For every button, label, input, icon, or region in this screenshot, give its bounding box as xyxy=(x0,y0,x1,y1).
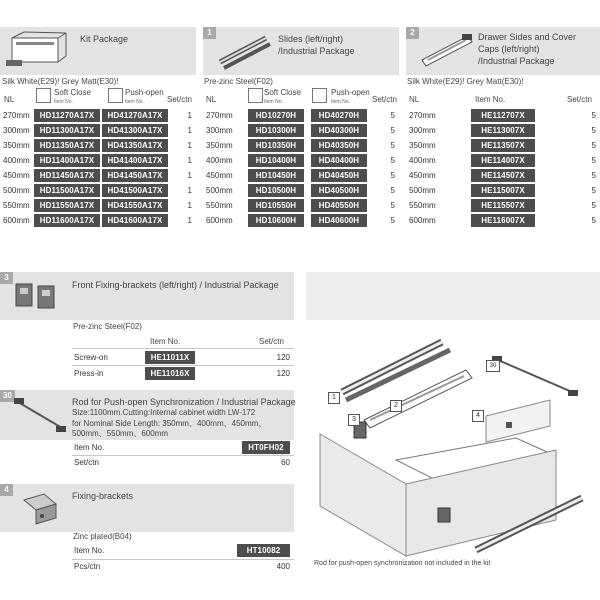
table-row xyxy=(0,108,196,123)
slides-push-item: HD40300H xyxy=(311,124,367,137)
sides-nl: 500mm xyxy=(409,186,436,195)
table-row xyxy=(0,183,196,198)
rod-title-line4: 500mm、550mm、600mm xyxy=(72,429,169,438)
sides-col-setctn: Set/ctn xyxy=(567,95,592,104)
kit-push-item: HD41450A17X xyxy=(102,169,168,182)
front-col-setctn: Set/ctn xyxy=(259,337,284,346)
sides-item: HE114507X xyxy=(471,169,535,182)
slides-push-item: HD40550H xyxy=(311,199,367,212)
slides-nl: 500mm xyxy=(206,186,233,195)
kit-nl: 270mm xyxy=(3,111,30,120)
slides-nl: 450mm xyxy=(206,171,233,180)
slides-qty: 5 xyxy=(390,126,395,135)
front-item: HE11011X xyxy=(145,351,195,364)
callout-30: 30 xyxy=(486,360,500,372)
slides-qty: 5 xyxy=(390,201,395,210)
sides-nl: 550mm xyxy=(409,201,436,210)
slides-qty: 5 xyxy=(390,216,395,225)
drawer-sides-illustration xyxy=(420,32,476,70)
fix-pcs-row xyxy=(72,559,294,574)
slides-nl: 270mm xyxy=(206,111,233,120)
sides-qty: 5 xyxy=(591,111,596,120)
table-row xyxy=(406,213,600,228)
table-row xyxy=(72,350,294,365)
fix-pcs-label: Pcs/ctn xyxy=(74,562,101,571)
push-open-icon xyxy=(108,88,123,103)
kit-col-setctn: Set/ctn xyxy=(167,95,192,104)
slides-nl: 350mm xyxy=(206,141,233,150)
slides-nl: 600mm xyxy=(206,216,233,225)
sides-qty: 5 xyxy=(591,216,596,225)
table-row xyxy=(203,183,399,198)
fix-item-label: Item No. xyxy=(74,546,105,555)
divider xyxy=(72,348,294,349)
table-row xyxy=(203,153,399,168)
rod-badge: 30 xyxy=(0,390,15,402)
rod-item: HT0FH02 xyxy=(242,441,290,454)
kit-qty: 1 xyxy=(187,201,192,210)
sides-badge: 2 xyxy=(406,27,419,39)
slides-soft-item: HD10300H xyxy=(248,124,304,137)
slides-col-soft: Soft Close xyxy=(264,88,301,97)
front-qty: 120 xyxy=(276,369,290,378)
slides-push-item: HD40500H xyxy=(311,184,367,197)
front-title: Front Fixing-brackets (left/right) / Industrial Package xyxy=(72,280,279,290)
slides-qty: 5 xyxy=(390,141,395,150)
exploded-drawer-illustration xyxy=(306,330,600,584)
kit-push-item: HD41500A17X xyxy=(102,184,168,197)
sides-item: HE112707X xyxy=(471,109,535,122)
slides-col-setctn: Set/ctn xyxy=(372,95,397,104)
callout-2: 2 xyxy=(390,400,402,412)
sides-nl: 600mm xyxy=(409,216,436,225)
kit-qty: 1 xyxy=(187,141,192,150)
kit-soft-item: HD11400A17X xyxy=(34,154,100,167)
sides-qty: 5 xyxy=(591,141,596,150)
rod-title-line1: Rod for Push-open Synchronization / Industrial Package xyxy=(72,397,296,407)
rod-set-label: Set/ctn xyxy=(74,458,99,467)
rod-title-line2: Size:1100mm.Cutting:Internal cabinet width LW-172 xyxy=(72,408,256,417)
sides-col-nl: NL xyxy=(409,95,420,104)
slides-push-item: HD40400H xyxy=(311,154,367,167)
slides-soft-item: HD10350H xyxy=(248,139,304,152)
kit-col-nl: NL xyxy=(4,95,15,104)
sides-nl: 270mm xyxy=(409,111,436,120)
fix-item: HT10082 xyxy=(237,544,290,557)
soft-close-icon xyxy=(248,88,263,103)
table-row xyxy=(0,198,196,213)
sides-item: HE115507X xyxy=(471,199,535,212)
sides-title-line2: Caps (left/right) xyxy=(478,44,540,54)
table-row xyxy=(0,138,196,153)
kit-col-push-itemno: Item No. xyxy=(125,99,144,105)
table-row xyxy=(203,138,399,153)
callout-4: 4 xyxy=(472,410,484,422)
slides-nl: 400mm xyxy=(206,156,233,165)
kit-soft-item: HD11270A17X xyxy=(34,109,100,122)
front-brackets-illustration xyxy=(14,280,60,314)
kit-title: Kit Package xyxy=(80,34,129,44)
kit-push-item: HD41350A17X xyxy=(102,139,168,152)
table-row xyxy=(406,108,600,123)
slides-push-item: HD40600H xyxy=(311,214,367,227)
sides-col-item: Item No. xyxy=(475,95,506,104)
slides-qty: 5 xyxy=(390,171,395,180)
kit-nl: 350mm xyxy=(3,141,30,150)
front-label: Press-in xyxy=(74,369,104,378)
kit-soft-item: HD11600A17X xyxy=(34,214,100,227)
kit-col-soft: Soft Close xyxy=(54,88,91,97)
slides-illustration xyxy=(218,32,272,70)
table-row xyxy=(406,198,600,213)
kit-qty: 1 xyxy=(187,216,192,225)
front-item: HE11016X xyxy=(145,367,195,380)
fix-variant: Zinc plated(B04) xyxy=(73,532,132,541)
slides-soft-item: HD10550H xyxy=(248,199,304,212)
front-badge: 3 xyxy=(0,272,13,284)
kit-qty: 1 xyxy=(187,186,192,195)
rod-title-line3: for Nominal Side Length: 350mm、400mm、450mm、 xyxy=(72,419,267,428)
slides-badge: 1 xyxy=(203,27,216,39)
slides-push-item: HD40350H xyxy=(311,139,367,152)
slides-col-push-itemno: Item No. xyxy=(331,99,350,105)
slides-qty: 5 xyxy=(390,186,395,195)
table-row xyxy=(0,153,196,168)
kit-push-item: HD41300A17X xyxy=(102,124,168,137)
rod-set: 60 xyxy=(281,458,290,467)
rod-illustration xyxy=(14,398,66,434)
table-row xyxy=(72,366,294,381)
fixing-bracket-illustration xyxy=(20,492,60,526)
kit-nl: 450mm xyxy=(3,171,30,180)
sides-item: HE116007X xyxy=(471,214,535,227)
push-open-icon xyxy=(312,88,327,103)
rod-set-row xyxy=(72,455,294,470)
kit-soft-item: HD11500A17X xyxy=(34,184,100,197)
fix-item-row xyxy=(72,543,294,558)
kit-variant: Silk White(E29)! Grey Matt(E30)! xyxy=(2,77,119,86)
callout-1: 1 xyxy=(328,392,340,404)
slides-soft-item: HD10500H xyxy=(248,184,304,197)
fix-title: Fixing-brackets xyxy=(72,491,134,501)
diagram-caption: Rod for push-open synchronization not included in the kit xyxy=(314,560,491,567)
sides-item: HE113007X xyxy=(471,124,535,137)
kit-push-item: HD41400A17X xyxy=(102,154,168,167)
soft-close-icon xyxy=(36,88,51,103)
kit-push-item: HD41600A17X xyxy=(102,214,168,227)
sides-qty: 5 xyxy=(591,156,596,165)
slides-col-push: Push-open xyxy=(331,88,370,97)
slides-variant: Pre-zinc Steel(F02) xyxy=(204,77,273,86)
front-col-item: Item No. xyxy=(150,337,181,346)
kit-qty: 1 xyxy=(187,156,192,165)
kit-nl: 600mm xyxy=(3,216,30,225)
fix-badge: 4 xyxy=(0,484,13,496)
slides-col-soft-itemno: Item No. xyxy=(264,99,283,105)
kit-qty: 1 xyxy=(187,111,192,120)
kit-nl: 550mm xyxy=(3,201,30,210)
table-row xyxy=(406,123,600,138)
table-row xyxy=(203,123,399,138)
kit-col-soft-itemno: Item No. xyxy=(54,99,73,105)
table-row xyxy=(406,168,600,183)
sides-nl: 300mm xyxy=(409,126,436,135)
sides-variant: Silk White(E29)! Grey Matt(E30)! xyxy=(407,77,524,86)
kit-soft-item: HD11350A17X xyxy=(34,139,100,152)
sides-qty: 5 xyxy=(591,171,596,180)
sides-qty: 5 xyxy=(591,186,596,195)
fix-pcs: 400 xyxy=(276,562,290,571)
slides-soft-item: HD10600H xyxy=(248,214,304,227)
table-row xyxy=(406,183,600,198)
kit-col-push: Push-open xyxy=(125,88,164,97)
sides-qty: 5 xyxy=(591,201,596,210)
kit-push-item: HD41270A17X xyxy=(102,109,168,122)
table-row xyxy=(406,153,600,168)
table-row xyxy=(0,123,196,138)
kit-nl: 400mm xyxy=(3,156,30,165)
table-row xyxy=(203,168,399,183)
rod-item-row xyxy=(72,440,294,455)
kit-nl: 500mm xyxy=(3,186,30,195)
table-row xyxy=(203,108,399,123)
callout-3: 3 xyxy=(348,414,360,426)
sides-nl: 350mm xyxy=(409,141,436,150)
sides-qty: 5 xyxy=(591,126,596,135)
kit-push-item: HD41550A17X xyxy=(102,199,168,212)
slides-push-item: HD40270H xyxy=(311,109,367,122)
slides-nl: 300mm xyxy=(206,126,233,135)
table-row xyxy=(406,138,600,153)
slides-push-item: HD40450H xyxy=(311,169,367,182)
diagram-top-band xyxy=(306,272,600,320)
slides-col-nl: NL xyxy=(206,95,217,104)
sides-item: HE113507X xyxy=(471,139,535,152)
table-row xyxy=(0,168,196,183)
slides-title-line2: /Industrial Package xyxy=(278,46,355,56)
sides-nl: 400mm xyxy=(409,156,436,165)
front-variant: Pre-zinc Steel(F02) xyxy=(73,322,142,331)
front-qty: 120 xyxy=(276,353,290,362)
sides-nl: 450mm xyxy=(409,171,436,180)
kit-package-illustration xyxy=(4,30,70,70)
kit-soft-item: HD11550A17X xyxy=(34,199,100,212)
slides-soft-item: HD10450H xyxy=(248,169,304,182)
sides-item: HE115007X xyxy=(471,184,535,197)
slides-qty: 5 xyxy=(390,111,395,120)
slides-qty: 5 xyxy=(390,156,395,165)
table-row xyxy=(0,213,196,228)
front-label: Screw-on xyxy=(74,353,108,362)
sides-title-line1: Drawer Sides and Cover xyxy=(478,32,577,42)
table-row xyxy=(203,198,399,213)
slides-nl: 550mm xyxy=(206,201,233,210)
slides-soft-item: HD10270H xyxy=(248,109,304,122)
slides-soft-item: HD10400H xyxy=(248,154,304,167)
kit-soft-item: HD11450A17X xyxy=(34,169,100,182)
rod-item-label: Item No. xyxy=(74,443,105,452)
kit-qty: 1 xyxy=(187,126,192,135)
kit-soft-item: HD11300A17X xyxy=(34,124,100,137)
kit-nl: 300mm xyxy=(3,126,30,135)
sides-title-line3: /Industrial Package xyxy=(478,56,555,66)
kit-qty: 1 xyxy=(187,171,192,180)
sides-item: HE114007X xyxy=(471,154,535,167)
slides-title-line1: Slides (left/right) xyxy=(278,34,344,44)
assembly-diagram xyxy=(306,330,600,584)
table-row xyxy=(203,213,399,228)
